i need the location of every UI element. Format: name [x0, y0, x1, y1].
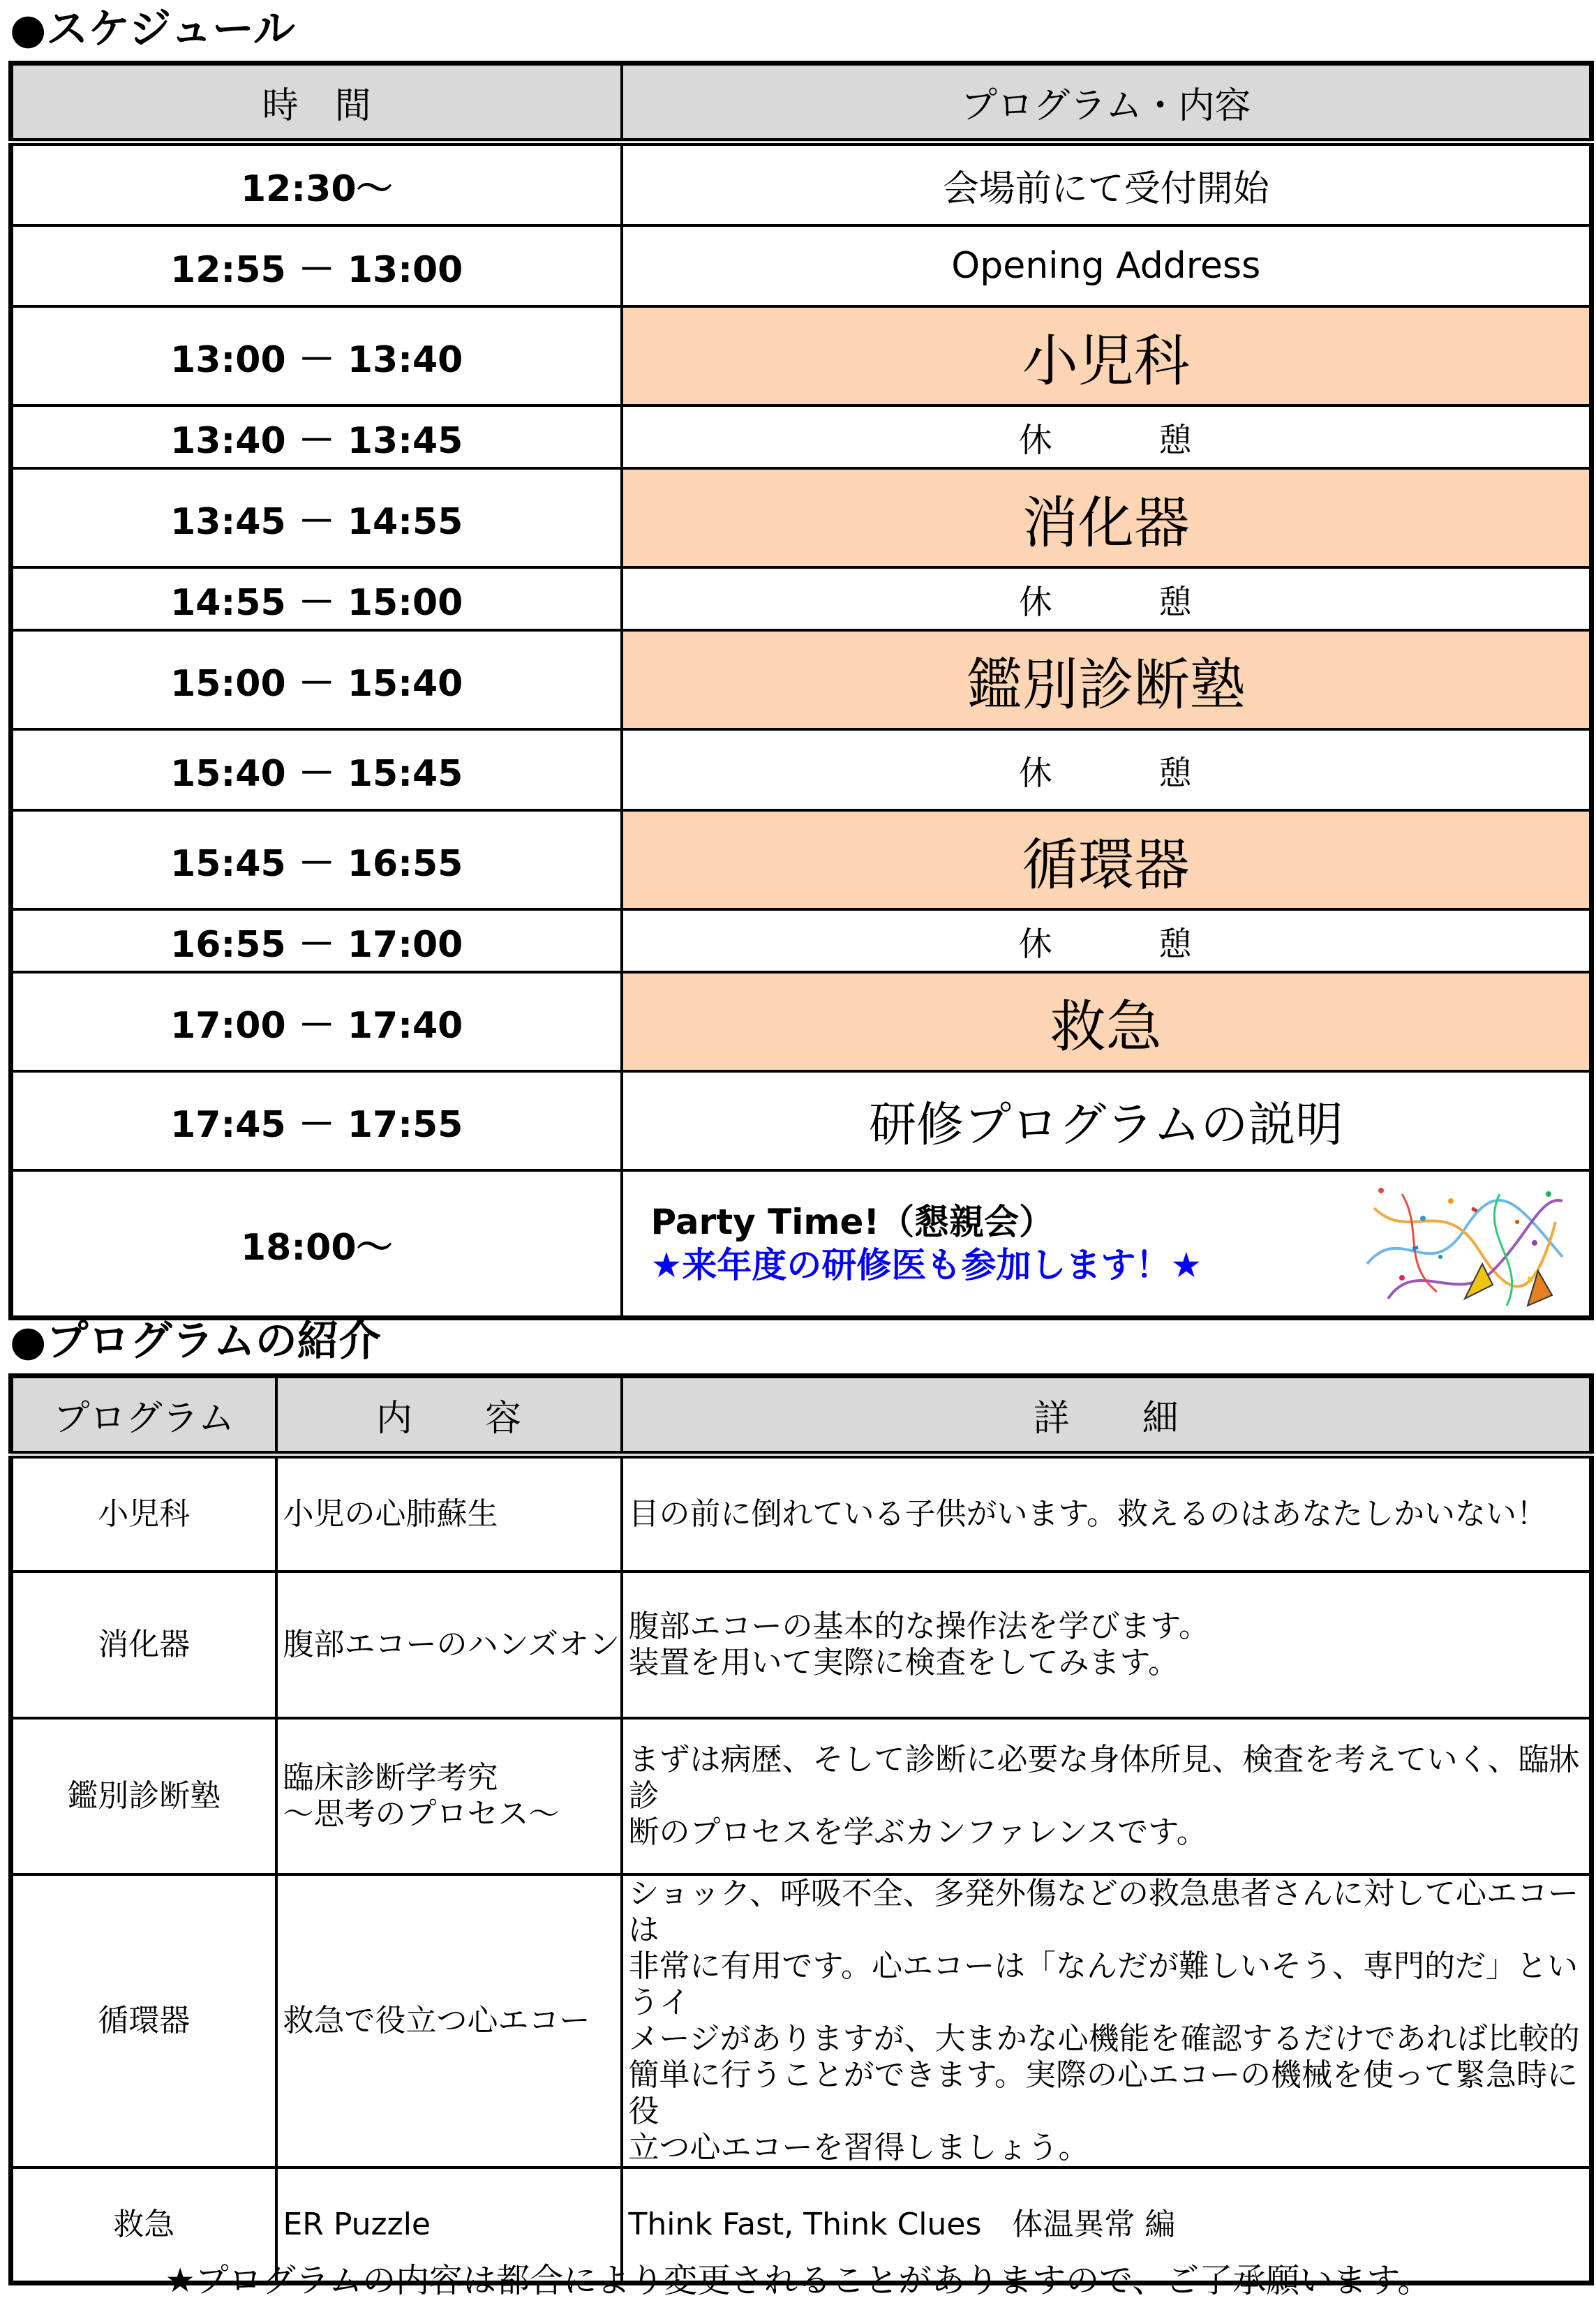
session-cell: 小児科	[622, 306, 1592, 405]
detail-line: ショック、呼吸不全、多発外傷などの救急患者さんに対して心エコーは	[628, 1876, 1579, 1948]
schedule-title: ●スケジュール	[10, 5, 295, 54]
detail-line: メージがありますが、大まかな心機能を確認するだけであれば比較的	[628, 2021, 1580, 2057]
program-intro-title: ●プログラムの紹介	[10, 1317, 381, 1366]
program-detail	[622, 1718, 1592, 1874]
break-cell	[622, 405, 1592, 468]
time-cell: 18:00～	[11, 1170, 622, 1318]
program-detail	[622, 1572, 1592, 1718]
schedule-row	[11, 1071, 1592, 1170]
break-label-a: 休	[1018, 924, 1054, 964]
schedule-row	[11, 810, 1592, 909]
content-line: ～思考のプロセス～	[283, 1796, 560, 1832]
schedule-table	[8, 61, 1594, 1320]
program-name: 救急	[11, 2168, 276, 2283]
program-cell: 会場前にて受付開始	[622, 142, 1592, 226]
program-name: 消化器	[11, 1572, 276, 1718]
program-detail	[622, 1874, 1592, 2168]
break-label-a: 休	[1018, 753, 1054, 793]
schedule-row	[11, 225, 1592, 306]
break-label-b: 憩	[1158, 924, 1193, 964]
break-cell	[622, 909, 1592, 972]
session-cell: 救急	[622, 972, 1592, 1071]
program-content: 救急で役立つ心エコー	[276, 1874, 622, 2168]
schedule-row	[11, 468, 1592, 567]
program-name: 鑑別診断塾	[11, 1718, 276, 1874]
schedule-row	[11, 306, 1592, 405]
time-cell: 15:00 － 15:40	[11, 630, 622, 729]
detail-line: まずは病歴、そして診断に必要な身体所見、検査を考えていく、臨牀診	[628, 1742, 1580, 1814]
session-cell: 鑑別診断塾	[622, 630, 1592, 729]
program-row	[11, 1455, 1592, 1572]
confetti-icon	[1360, 1180, 1569, 1313]
schedule-header-row	[11, 64, 1592, 142]
program-header: プログラム	[11, 1376, 276, 1455]
detail-line: 断のプロセスを学ぶカンファレンスです。	[628, 1814, 1207, 1850]
break-label-a: 休	[1018, 420, 1054, 460]
time-cell: 15:45 － 16:55	[11, 810, 622, 909]
detail-line: 簡単に行うことができます。実際の心エコーの機械を使って緊急時に役	[628, 2057, 1578, 2129]
schedule-row	[11, 405, 1592, 468]
time-cell: 17:00 － 17:40	[11, 972, 622, 1071]
program-cell: Opening Address	[622, 225, 1592, 306]
time-cell: 12:30～	[11, 142, 622, 226]
break-label-a: 休	[1018, 582, 1054, 622]
program-content	[276, 1718, 622, 1874]
break-cell	[622, 729, 1592, 810]
detail-header: 詳 細	[622, 1376, 1592, 1455]
party-note: ★来年度の研修医も参加します！★	[650, 1245, 1202, 1285]
footnote: ★プログラムの内容は都合により変更されることがありますので、ご了承願います。	[165, 2261, 1431, 2300]
program-row	[11, 1718, 1592, 1874]
program-detail: 目の前に倒れている子供がいます。救えるのはあなたしかいない！	[622, 1455, 1592, 1572]
program-header: プログラム・内容	[622, 64, 1592, 142]
program-content: 小児の心肺蘇生	[276, 1455, 622, 1572]
break-label-b: 憩	[1158, 420, 1193, 460]
schedule-row	[11, 142, 1592, 226]
break-label-b: 憩	[1158, 753, 1193, 793]
time-cell: 17:45 － 17:55	[11, 1071, 622, 1170]
detail-line: 腹部エコーの基本的な操作法を学びます。	[628, 1609, 1209, 1644]
schedule-row	[11, 630, 1592, 729]
time-cell: 12:55 － 13:00	[11, 225, 622, 306]
time-header: 時 間	[11, 64, 622, 142]
time-cell: 13:00 － 13:40	[11, 306, 622, 405]
schedule-row	[11, 729, 1592, 810]
detail-line: 非常に有用です。心エコーは「なんだが難しいそう、専門的だ」というイ	[628, 1948, 1578, 2020]
schedule-row	[11, 1170, 1592, 1318]
party-title: Party Time!（懇親会）	[650, 1202, 1054, 1242]
program-intro-table	[8, 1373, 1594, 2285]
schedule-row	[11, 909, 1592, 972]
time-cell: 16:55 － 17:00	[11, 909, 622, 972]
content-line: 臨床診断学考究	[283, 1760, 498, 1796]
time-cell: 14:55 － 15:00	[11, 567, 622, 630]
time-cell: 13:45 － 14:55	[11, 468, 622, 567]
time-cell: 15:40 － 15:45	[11, 729, 622, 810]
program-cell: 研修プログラムの説明	[622, 1071, 1592, 1170]
program-row	[11, 1572, 1592, 1718]
program-content: 腹部エコーのハンズオン	[276, 1572, 622, 1718]
schedule-row	[11, 972, 1592, 1071]
break-label-b: 憩	[1158, 582, 1193, 622]
program-name: 小児科	[11, 1455, 276, 1572]
detail-line: 立つ心エコーを習得しましょう。	[628, 2130, 1089, 2165]
session-cell: 消化器	[622, 468, 1592, 567]
detail-line: 装置を用いて実際に検査をしてみます。	[628, 1645, 1179, 1680]
program-content: ER Puzzle	[276, 2168, 622, 2283]
session-cell: 循環器	[622, 810, 1592, 909]
content-header: 内 容	[276, 1376, 622, 1455]
program-name: 循環器	[11, 1874, 276, 2168]
program-header-row	[11, 1376, 1592, 1455]
program-row	[11, 1874, 1592, 2168]
program-detail: Think Fast, Think Clues 体温異常 編	[622, 2168, 1592, 2283]
schedule-row	[11, 567, 1592, 630]
break-cell	[622, 567, 1592, 630]
time-cell: 13:40 － 13:45	[11, 405, 622, 468]
party-cell	[622, 1170, 1592, 1318]
